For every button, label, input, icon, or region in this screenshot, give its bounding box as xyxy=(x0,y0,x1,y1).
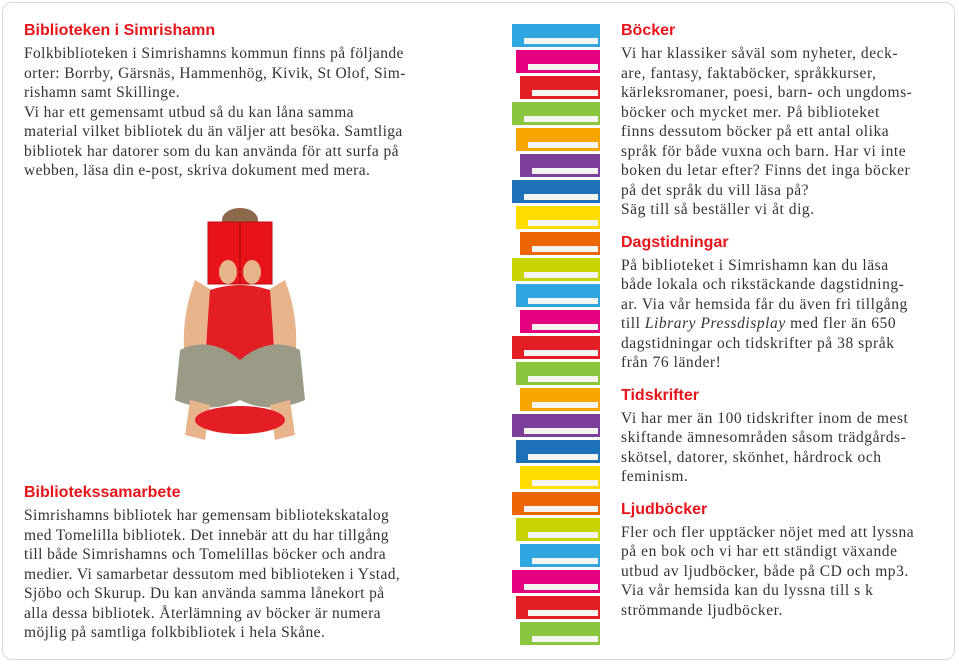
book-spine xyxy=(512,180,600,203)
text-ljudbocker xyxy=(621,523,939,621)
text-line: skiftande ämnesområden såsom trädgårds- xyxy=(621,429,907,446)
text-line: Sjöbo och Skurup. Du kan använda samma lånekort på xyxy=(24,585,385,602)
text-line: dagstidningar och tidskrifter på 38 språk xyxy=(621,334,895,352)
text-line: utbud av ljudböcker, både på CD och mp3. xyxy=(621,562,909,580)
text-line: Vi har mer än 100 tidskrifter inom de mest xyxy=(621,409,909,427)
text-line: webben, läsa din e-post, skriva dokument med mera. xyxy=(24,162,371,179)
book-spine xyxy=(520,154,600,177)
book-spine xyxy=(520,622,600,645)
book-spine xyxy=(516,362,600,385)
book-spine xyxy=(516,518,600,541)
book-spine xyxy=(512,258,600,281)
heading-ljudbocker: Ljudböcker xyxy=(621,500,708,518)
book-spine xyxy=(516,440,600,463)
text-line: bibliotek har datorer som du kan använda för att surfa på xyxy=(24,142,399,160)
text-line: både lokala och rikstäckande dagstidning- xyxy=(621,276,905,293)
section-biblioteken xyxy=(24,22,464,181)
text-samarbete xyxy=(24,506,464,643)
text-line: feminism. xyxy=(621,468,689,485)
text-line: Via vår hemsida kan du lyssna till s k xyxy=(621,582,874,599)
book-spine xyxy=(512,414,600,437)
section-samarbete xyxy=(24,484,464,643)
heading-samarbete: Bibliotekssamarbete xyxy=(24,484,181,501)
heading-biblioteken: Biblioteken i Simrishamn xyxy=(24,22,216,39)
right-column xyxy=(621,22,939,634)
text-line: med Tomelilla bibliotek. Det innebär att du har tillgång xyxy=(24,526,389,544)
text-line: Vi har ett gemensamt utbud så du kan låna samma xyxy=(24,103,354,121)
text-line: språk för både vuxna och barn. Har vi inte xyxy=(621,142,907,160)
text-line: Vi har klassiker såväl som nyheter, deck- xyxy=(621,45,899,62)
text-line: orter: Borrby, Gärsnäs, Hammenhög, Kivik, St Olof, Sim- xyxy=(24,64,406,82)
text-line: finns dessutom böcker på ett antal olika xyxy=(621,123,890,140)
text-line: Fler och fler upptäcker nöjet med att lyssna xyxy=(621,523,915,541)
text-line: medier. Vi samarbetar dessutom med biblioteken i Ystad, xyxy=(24,565,401,583)
heading-bocker: Böcker xyxy=(621,22,676,39)
text-line: alla dessa bibliotek. Återlämning av böcker är numera xyxy=(24,604,381,622)
section-ljudbocker xyxy=(621,501,939,621)
text-line: strömmande ljudböcker. xyxy=(621,601,783,619)
book-spine xyxy=(520,310,600,333)
text-line: böcker och mycket mer. På biblioteket xyxy=(621,103,880,121)
book-spine xyxy=(520,544,600,567)
person-reading-photo xyxy=(150,200,330,470)
text-line: kärleksromaner, poesi, barn- och ungdoms- xyxy=(621,84,913,101)
text-bocker xyxy=(621,44,939,220)
text-line: ar. Via vår hemsida får du även fri tillgång xyxy=(621,295,908,313)
text-line: på en bok och vi har ett ständigt växande xyxy=(621,543,898,560)
text-line: Folkbiblioteken i Simrishamns kommun finns på följande xyxy=(24,45,404,62)
section-bocker xyxy=(621,22,939,220)
text-line xyxy=(621,314,939,334)
book-spine xyxy=(520,232,600,255)
book-spine xyxy=(512,102,600,125)
book-spine xyxy=(520,388,600,411)
text-tidskrifter xyxy=(621,409,939,487)
text-line: material vilket bibliotek du än väljer att besöka. Samtliga xyxy=(24,123,403,140)
text-line: till både Simrishamns och Tomelillas böcker och andra xyxy=(24,546,387,563)
text-fragment: med fler än 650 xyxy=(785,315,897,332)
heading-dagstidningar: Dagstidningar xyxy=(621,233,729,251)
text-fragment: till xyxy=(621,315,645,332)
book-spine xyxy=(516,206,600,229)
text-biblioteken xyxy=(24,44,464,181)
book-stack-image xyxy=(510,22,606,646)
book-spine xyxy=(520,466,600,489)
text-line: på det språk du vill läsa på? xyxy=(621,181,810,199)
book-spine xyxy=(512,24,600,47)
section-dagstidningar xyxy=(621,234,939,373)
book-spine xyxy=(516,50,600,73)
text-line: Simrishamns bibliotek har gemensam bibliotekskatalog xyxy=(24,507,390,524)
text-line: boken du letar efter? Finns det inga böcker xyxy=(621,162,911,179)
book-spine xyxy=(516,596,600,619)
book-spine xyxy=(516,128,600,151)
text-line: På biblioteket i Simrishamn kan du läsa xyxy=(621,256,889,274)
text-line: are, fantasy, faktaböcker, språkkurser, xyxy=(621,64,877,82)
book-spine xyxy=(512,492,600,515)
heading-tidskrifter: Tidskrifter xyxy=(621,386,699,404)
text-line: från 76 länder! xyxy=(621,354,722,371)
book-spine xyxy=(512,336,600,359)
text-dagstidningar xyxy=(621,256,939,373)
book-spine xyxy=(520,76,600,99)
text-line: rishamn samt Skillinge. xyxy=(24,84,181,101)
text-line: Säg till så beställer vi åt dig. xyxy=(621,201,815,218)
library-pressdisplay-name: Library Pressdisplay xyxy=(644,315,786,332)
text-line: möjlig på samtliga folkbibliotek i hela Skåne. xyxy=(24,624,326,641)
section-tidskrifter xyxy=(621,387,939,487)
text-line: skötsel, datorer, skönhet, hårdrock och xyxy=(621,448,882,466)
book-spine xyxy=(516,284,600,307)
book-spine xyxy=(512,570,600,593)
